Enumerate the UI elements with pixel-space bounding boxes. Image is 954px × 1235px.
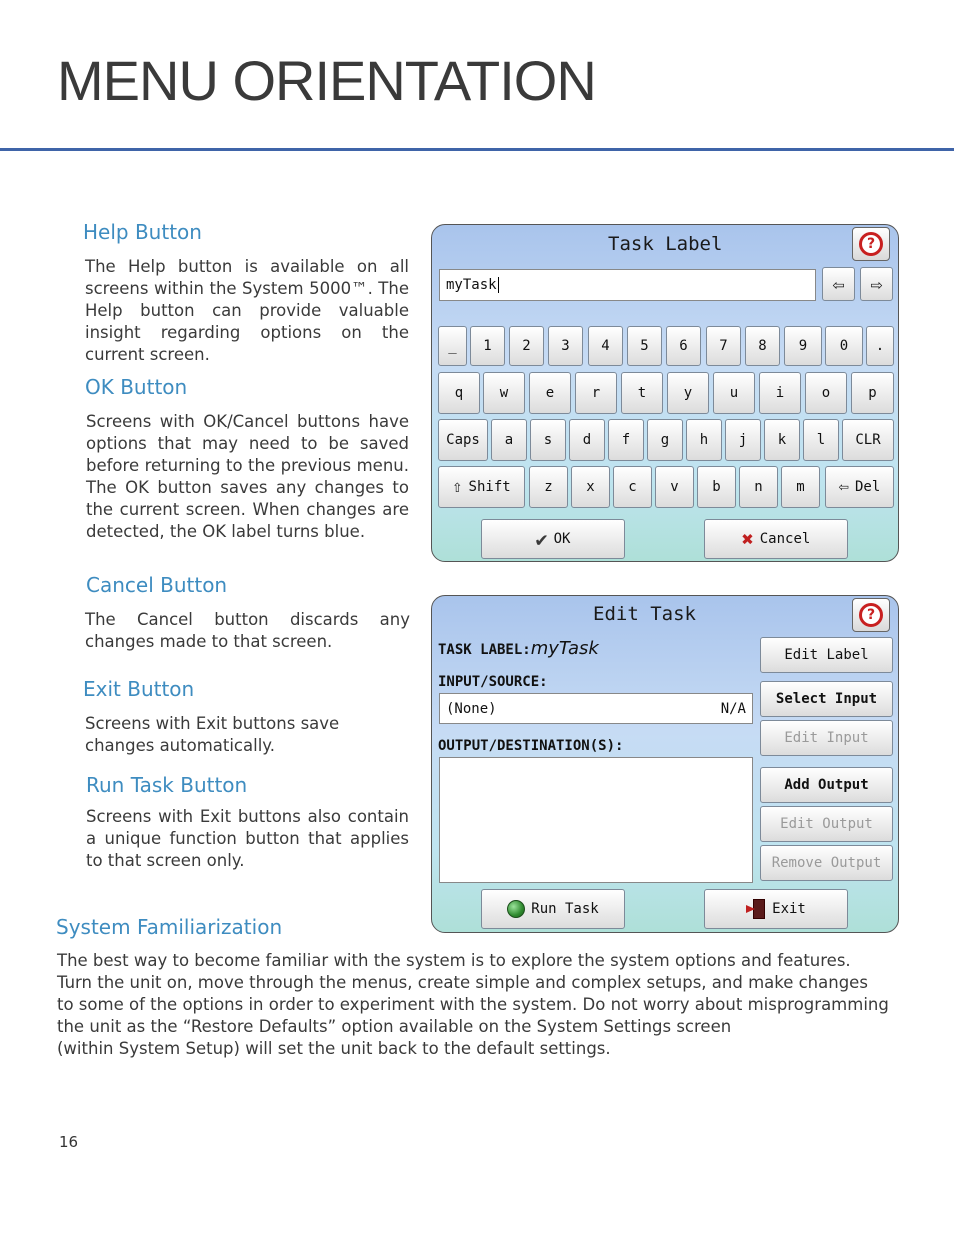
edit-label-button[interactable]: Edit Label	[760, 637, 893, 673]
key-u[interactable]: u	[713, 372, 755, 414]
shift-icon: ⇧	[452, 477, 463, 497]
run-indicator-icon	[507, 900, 525, 918]
key-c[interactable]: c	[613, 466, 652, 508]
task-label-caption-text: TASK LABEL:	[438, 642, 531, 658]
key-1[interactable]: 1	[470, 326, 505, 366]
arrow-right-icon: ⇨	[870, 272, 883, 296]
ok-button[interactable]	[481, 519, 625, 559]
key-del[interactable]	[825, 466, 894, 508]
edit-task-help-button[interactable]	[852, 598, 890, 632]
system-familiarization-text	[57, 950, 907, 1060]
key-8[interactable]: 8	[745, 326, 780, 366]
key-shift-label: Shift	[468, 479, 511, 495]
arrow-left-icon: ⇦	[832, 272, 845, 296]
edit-output-button[interactable]: Edit Output	[760, 806, 893, 842]
system-familiarization-heading: System Familiarization	[56, 915, 283, 939]
key-t[interactable]: t	[621, 372, 663, 414]
ok-button-heading: OK Button	[85, 375, 188, 399]
exit-door-icon	[746, 899, 766, 919]
add-output-button[interactable]: Add Output	[760, 767, 893, 803]
key-y[interactable]: y	[667, 372, 709, 414]
key-7[interactable]: 7	[706, 326, 741, 366]
key-3[interactable]: 3	[548, 326, 583, 366]
cancel-button-text: The Cancel button discards any changes made to that screen.	[85, 610, 410, 651]
key-s[interactable]: s	[530, 419, 566, 461]
familiarization-line: the unit as the “Restore Defaults” option available on the System Settings screen	[57, 1017, 732, 1036]
exit-button-label: Exit	[772, 901, 806, 917]
cancel-button-heading: Cancel Button	[86, 573, 228, 597]
cursor-left-button[interactable]	[822, 267, 855, 301]
exit-button[interactable]	[704, 889, 848, 929]
input-source-status: N/A	[720, 700, 746, 717]
key-j[interactable]: j	[725, 419, 761, 461]
cancel-button[interactable]	[704, 519, 848, 559]
key-o[interactable]: o	[805, 372, 847, 414]
cursor-right-button[interactable]	[860, 267, 893, 301]
input-source-field[interactable]	[439, 693, 753, 724]
input-source-caption: INPUT/SOURCE:	[438, 674, 548, 690]
key-x[interactable]: x	[571, 466, 610, 508]
key-r[interactable]: r	[575, 372, 617, 414]
key-a[interactable]: a	[491, 419, 527, 461]
text-cursor	[498, 277, 499, 293]
help-button-heading: Help Button	[83, 220, 202, 244]
key-shift[interactable]	[438, 466, 525, 508]
help-icon: ?	[859, 232, 883, 256]
run-task-button[interactable]	[481, 889, 625, 929]
key-b[interactable]: b	[697, 466, 736, 508]
key-e[interactable]: e	[529, 372, 571, 414]
edit-input-button[interactable]: Edit Input	[760, 720, 893, 756]
edit-task-screen-title: Edit Task	[593, 603, 696, 625]
key-p[interactable]: p	[851, 372, 894, 414]
key-l[interactable]: l	[803, 419, 839, 461]
key-4[interactable]: 4	[588, 326, 623, 366]
key-del-label: Del	[854, 479, 881, 495]
output-destination-caption: OUTPUT/DESTINATION(S):	[438, 738, 624, 754]
key-underscore[interactable]: _	[438, 326, 467, 366]
key-i[interactable]: i	[759, 372, 801, 414]
del-icon: ⇦	[838, 477, 849, 497]
key-period[interactable]: .	[866, 326, 894, 366]
task-label-screen	[431, 224, 899, 562]
help-button-text: The Help button is available on all screens within the System 5000™. The Help button can provide valuable insight regarding options on the current screen.	[85, 257, 409, 364]
key-k[interactable]: k	[764, 419, 800, 461]
familiarization-line: to some of the options in order to experiment with the system. Do not worry about misprogramming	[57, 995, 889, 1014]
key-f[interactable]: f	[608, 419, 644, 461]
key-9[interactable]: 9	[784, 326, 822, 366]
task-label-screen-title: Task Label	[608, 233, 723, 255]
key-q[interactable]: q	[438, 372, 480, 414]
cancel-x-icon: ✖	[741, 527, 754, 551]
checkmark-icon: ✔	[535, 527, 548, 551]
key-2[interactable]: 2	[509, 326, 544, 366]
run-task-button-text: Screens with Exit buttons also contain a unique function button that applies to that screen only.	[86, 807, 409, 870]
key-v[interactable]: v	[655, 466, 694, 508]
key-h[interactable]: h	[686, 419, 722, 461]
exit-button-heading: Exit Button	[83, 677, 195, 701]
ok-button-text: Screens with OK/Cancel buttons have options that may need to be saved before returning to the previous menu. The OK button saves any changes to the current screen. When changes are detected, the OK label turns blue.	[86, 412, 409, 541]
key-w[interactable]: w	[483, 372, 525, 414]
output-destination-list[interactable]	[439, 757, 753, 883]
familiarization-line: (within System Setup) will set the unit back to the default settings.	[57, 1039, 611, 1058]
familiarization-line: Turn the unit on, move through the menus, create simple and complex setups, and make changes	[57, 973, 868, 992]
edit-task-screen	[431, 595, 899, 933]
key-g[interactable]: g	[647, 419, 683, 461]
exit-button-text: Screens with Exit buttons save changes automatically.	[85, 714, 340, 755]
task-label-input[interactable]	[439, 269, 816, 301]
key-5[interactable]: 5	[627, 326, 662, 366]
cancel-button-label: Cancel	[759, 531, 811, 547]
familiarization-line: The best way to become familiar with the system is to explore the system options and features.	[57, 951, 851, 970]
help-icon: ?	[859, 603, 883, 627]
key-caps[interactable]: Caps	[438, 419, 488, 461]
run-task-button-heading: Run Task Button	[86, 773, 248, 797]
key-d[interactable]: d	[569, 419, 605, 461]
key-n[interactable]: n	[739, 466, 778, 508]
page-title: MENU ORIENTATION	[57, 49, 596, 112]
task-label-value: myTask	[530, 638, 599, 659]
title-rule	[0, 148, 954, 151]
key-m[interactable]: m	[781, 466, 820, 508]
select-input-button[interactable]: Select Input	[760, 681, 893, 717]
key-z[interactable]: z	[529, 466, 568, 508]
key-0[interactable]: 0	[825, 326, 863, 366]
key-clr[interactable]: CLR	[842, 419, 894, 461]
input-source-value: (None)	[446, 700, 497, 717]
help-button[interactable]	[852, 227, 890, 261]
key-6[interactable]: 6	[666, 326, 701, 366]
remove-output-button[interactable]: Remove Output	[760, 845, 893, 881]
run-task-button-label: Run Task	[531, 901, 599, 917]
task-label-caption	[438, 638, 599, 659]
ok-button-label: OK	[553, 531, 571, 547]
task-label-input-value: myTask	[446, 277, 497, 293]
page-number: 16	[59, 1133, 79, 1151]
